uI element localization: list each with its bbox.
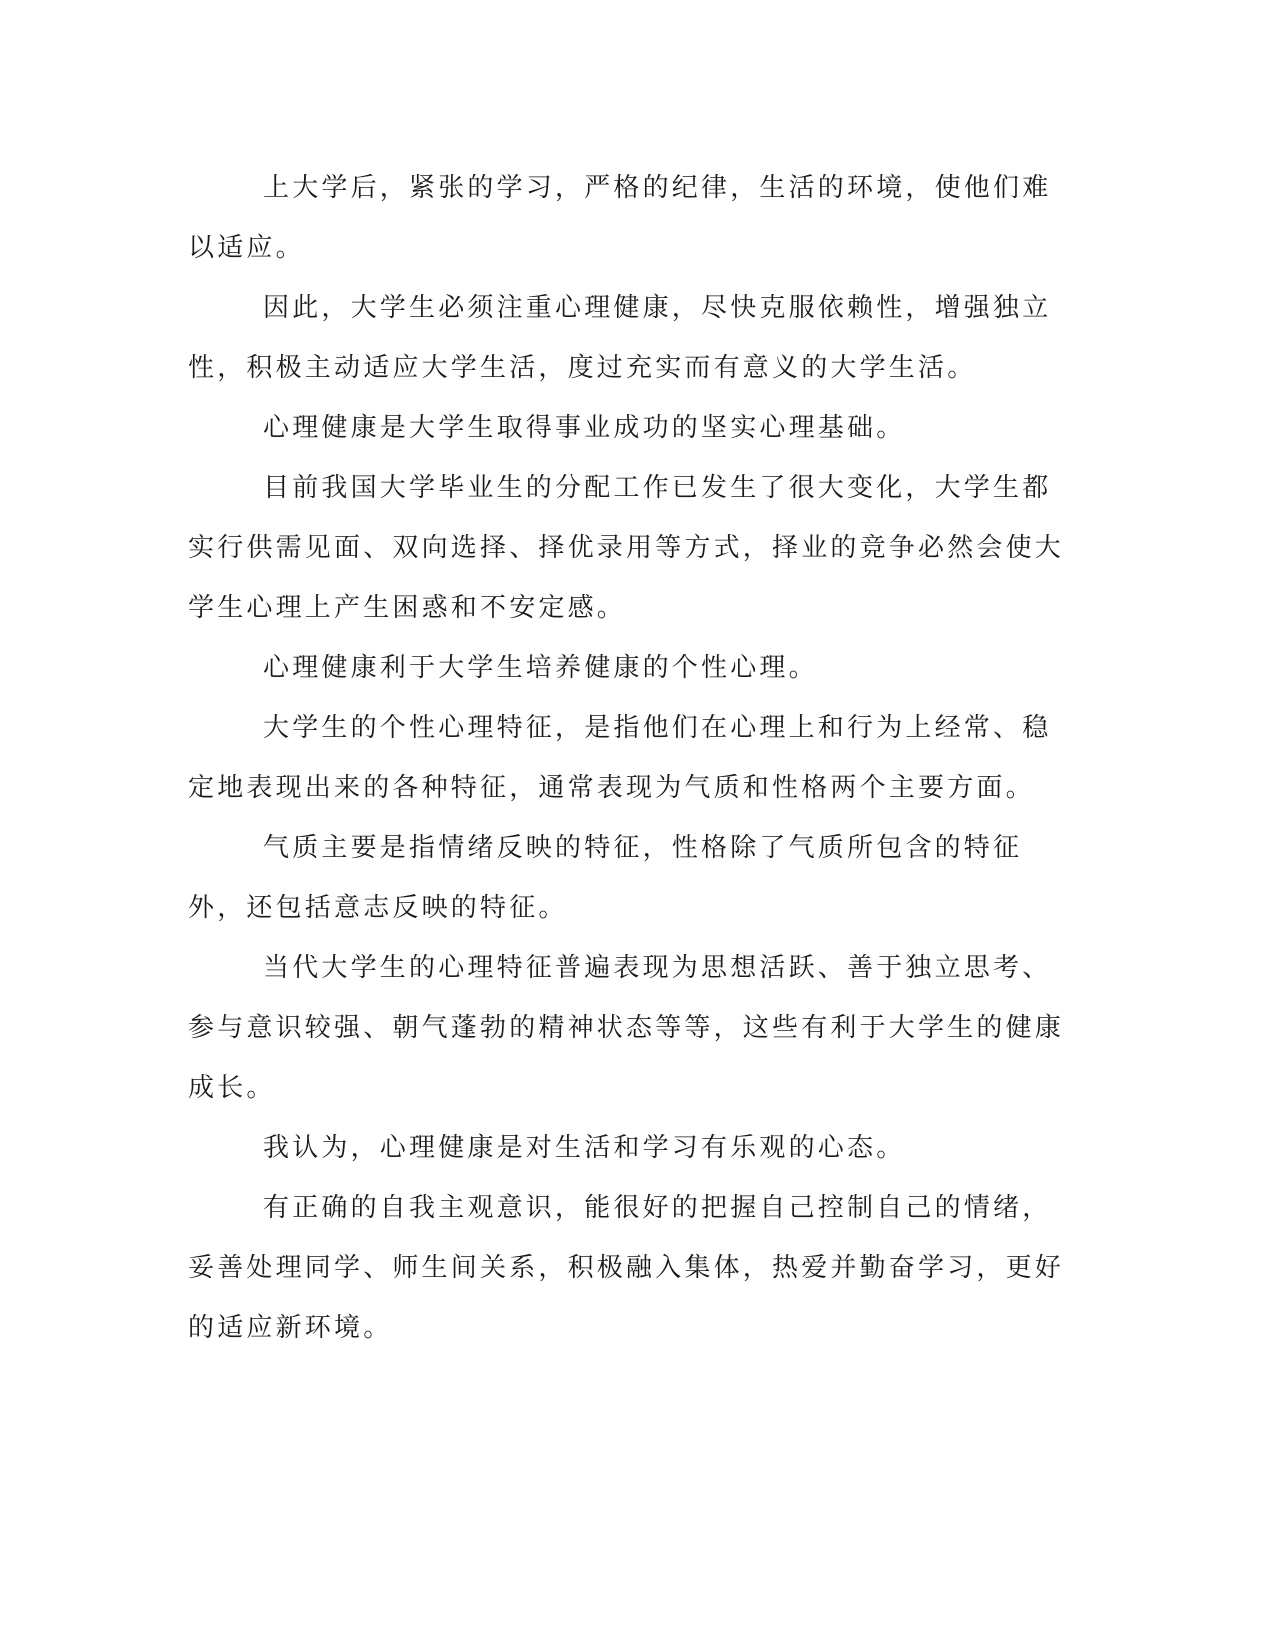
paragraph-3: 心理健康是大学生取得事业成功的坚实心理基础。 (263, 413, 906, 443)
paragraph-9: 我认为，心理健康是对生活和学习有乐观的心态。 (263, 1133, 906, 1163)
paragraph-5: 心理健康利于大学生培养健康的个性心理。 (263, 653, 818, 683)
paragraph-4: 目前我国大学毕业生的分配工作已发生了很大变化，大学生都实行供需见面、双向选择、择优录用等方式，择业的竞争必然会使大学生心理上产生困惑和不安定感。 (188, 473, 1065, 623)
paragraph-10: 有正确的自我主观意识，能很好的把握自己控制自己的情绪，妥善处理同学、师生间关系，积极融入集体，热爱并勤奋学习，更好的适应新环境。 (188, 1193, 1065, 1343)
paragraph-2: 因此，大学生必须注重心理健康，尽快克服依赖性，增强独立性，积极主动适应大学生活，度过充实而有意义的大学生活。 (188, 293, 1052, 383)
document-body (188, 158, 1068, 1358)
paragraph-8: 当代大学生的心理特征普遍表现为思想活跃、善于独立思考、参与意识较强、朝气蓬勃的精神状态等等，这些有利于大学生的健康成长。 (188, 953, 1065, 1103)
paragraph-7: 气质主要是指情绪反映的特征，性格除了气质所包含的特征外，还包括意志反映的特征。 (188, 833, 1023, 923)
paragraph-1: 上大学后，紧张的学习，严格的纪律，生活的环境，使他们难以适应。 (188, 173, 1052, 263)
paragraph-6: 大学生的个性心理特征，是指他们在心理上和行为上经常、稳定地表现出来的各种特征，通常表现为气质和性格两个主要方面。 (188, 713, 1052, 803)
